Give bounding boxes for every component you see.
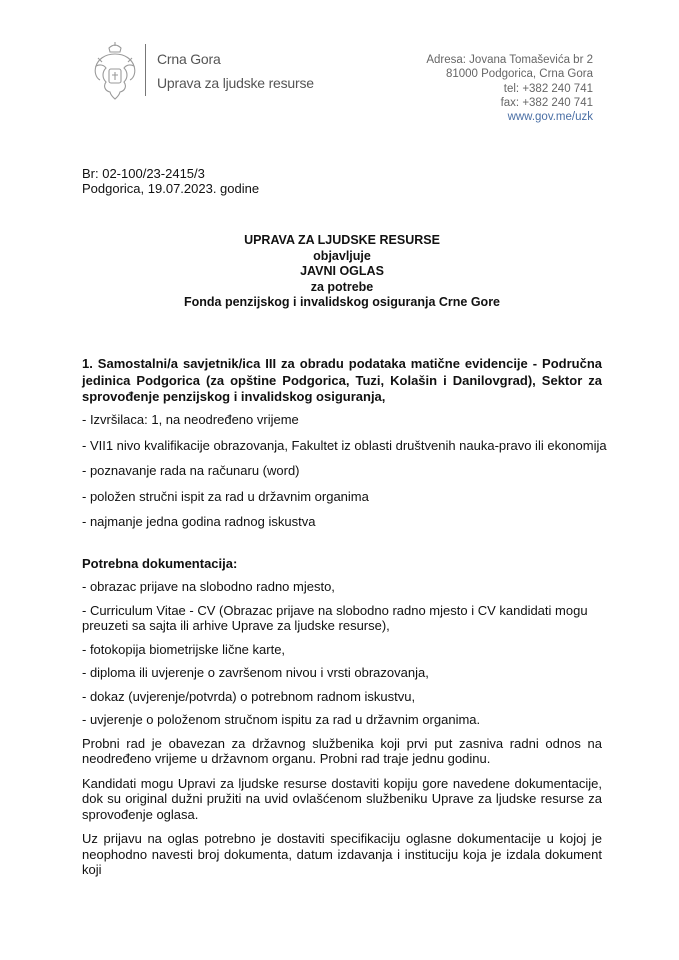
- organization-name: [157, 47, 314, 95]
- specification-paragraph: Uz prijavu na oglas potrebno je dostaviti specifikaciju oglasne dokumentacije u kojoj je neophodno navesti broj dokumenta, datum izdavanja i instituciju koja je izdala dokument koji: [82, 831, 602, 877]
- website-link[interactable]: www.gov.me/uzk: [507, 111, 593, 124]
- address-street: Adresa: Jovana Tomaševića br 2: [426, 54, 593, 66]
- reference-number: Br: 02-100/23-2415/3: [82, 166, 205, 181]
- requirement-item: - najmanje jedna godina radnog iskustva: [82, 514, 316, 529]
- public-announcement-title: JAVNI OGLAS: [300, 264, 384, 278]
- requirement-item: - Izvršilaca: 1, na neodređeno vrijeme: [82, 412, 299, 427]
- for-needs-text: za potrebe: [310, 279, 374, 294]
- org-agency: Uprava za ljudske resurse: [157, 75, 314, 91]
- probation-paragraph: Probni rad je obavezan za državnog službenika koji prvi put zasniva radni odnos na neodređeno vrijeme u državnom organu. Probni rad traje jednu godinu.: [82, 735, 602, 766]
- requirements-list: [82, 412, 607, 540]
- documentation-heading: Potrebna dokumentacija:: [82, 556, 238, 571]
- documentation-item: - diploma ili uvjerenje o završenom nivou i vrsti obrazovanja,: [82, 665, 429, 680]
- requirement-item: - VII1 nivo kvalifikacije obrazovanja, Fakultet iz oblasti društvenih nauka-pravo ili ekonomija: [82, 437, 607, 453]
- position-title: 1. Samostalni/a savjetnik/ica III za obradu podataka matične evidencije - Područna jedinica Podgorica (za opštine Podgorica, Tuzi, Kolašin i Danilovgrad), Sektor za sprovođenje penzijskog i invalidskog osiguranja,: [82, 356, 602, 404]
- employer-name: Fonda penzijskog i invalidskog osiguranja Crne Gore: [183, 295, 501, 309]
- telephone: tel: +382 240 741: [503, 82, 593, 95]
- org-country: Crna Gora: [157, 51, 221, 67]
- documentation-item: - obrazac prijave na slobodno radno mjesto,: [82, 579, 335, 594]
- announcement-title-block: [82, 233, 602, 311]
- documentation-item: - dokaz (uvjerenje/potvrda) o potrebnom radnom iskustvu,: [82, 688, 416, 704]
- documentation-item: - uvjerenje o položenom stručnom ispitu za rad u državnim organima.: [82, 712, 481, 727]
- copies-paragraph: Kandidati mogu Upravi za ljudske resurse dostaviti kopiju gore navedene dokumentacije, dok su original dužni pružiti na uvid ovlašćenom službeniku Uprave za ljudske resurse za sprovođenje oglasa.: [82, 775, 602, 822]
- requirement-item: - položen stručni ispit za rad u državnim organima: [82, 488, 369, 504]
- requirement-item: - poznavanje rada na računaru (word): [82, 463, 300, 478]
- fax: fax: +382 240 741: [500, 96, 593, 109]
- contact-block: [426, 53, 593, 124]
- documentation-item: - fotokopija biometrijske lične karte,: [82, 641, 286, 657]
- reference-block: [82, 166, 259, 196]
- documentation-list: [82, 579, 602, 887]
- issuer-title: UPRAVA ZA LJUDSKE RESURSE: [244, 233, 440, 247]
- place-date: Podgorica, 19.07.2023. godine: [82, 181, 260, 196]
- address-city: 81000 Podgorica, Crna Gora: [445, 68, 593, 81]
- announces-text: objavljuje: [313, 248, 371, 263]
- coat-of-arms-logo: [92, 42, 138, 100]
- header-divider: [145, 44, 146, 96]
- documentation-item: - Curriculum Vitae - CV (Obrazac prijave na slobodno radno mjesto i CV kandidati mogu preuzeti sa sajta ili arhive Uprave za ljudske resurse),: [82, 602, 588, 633]
